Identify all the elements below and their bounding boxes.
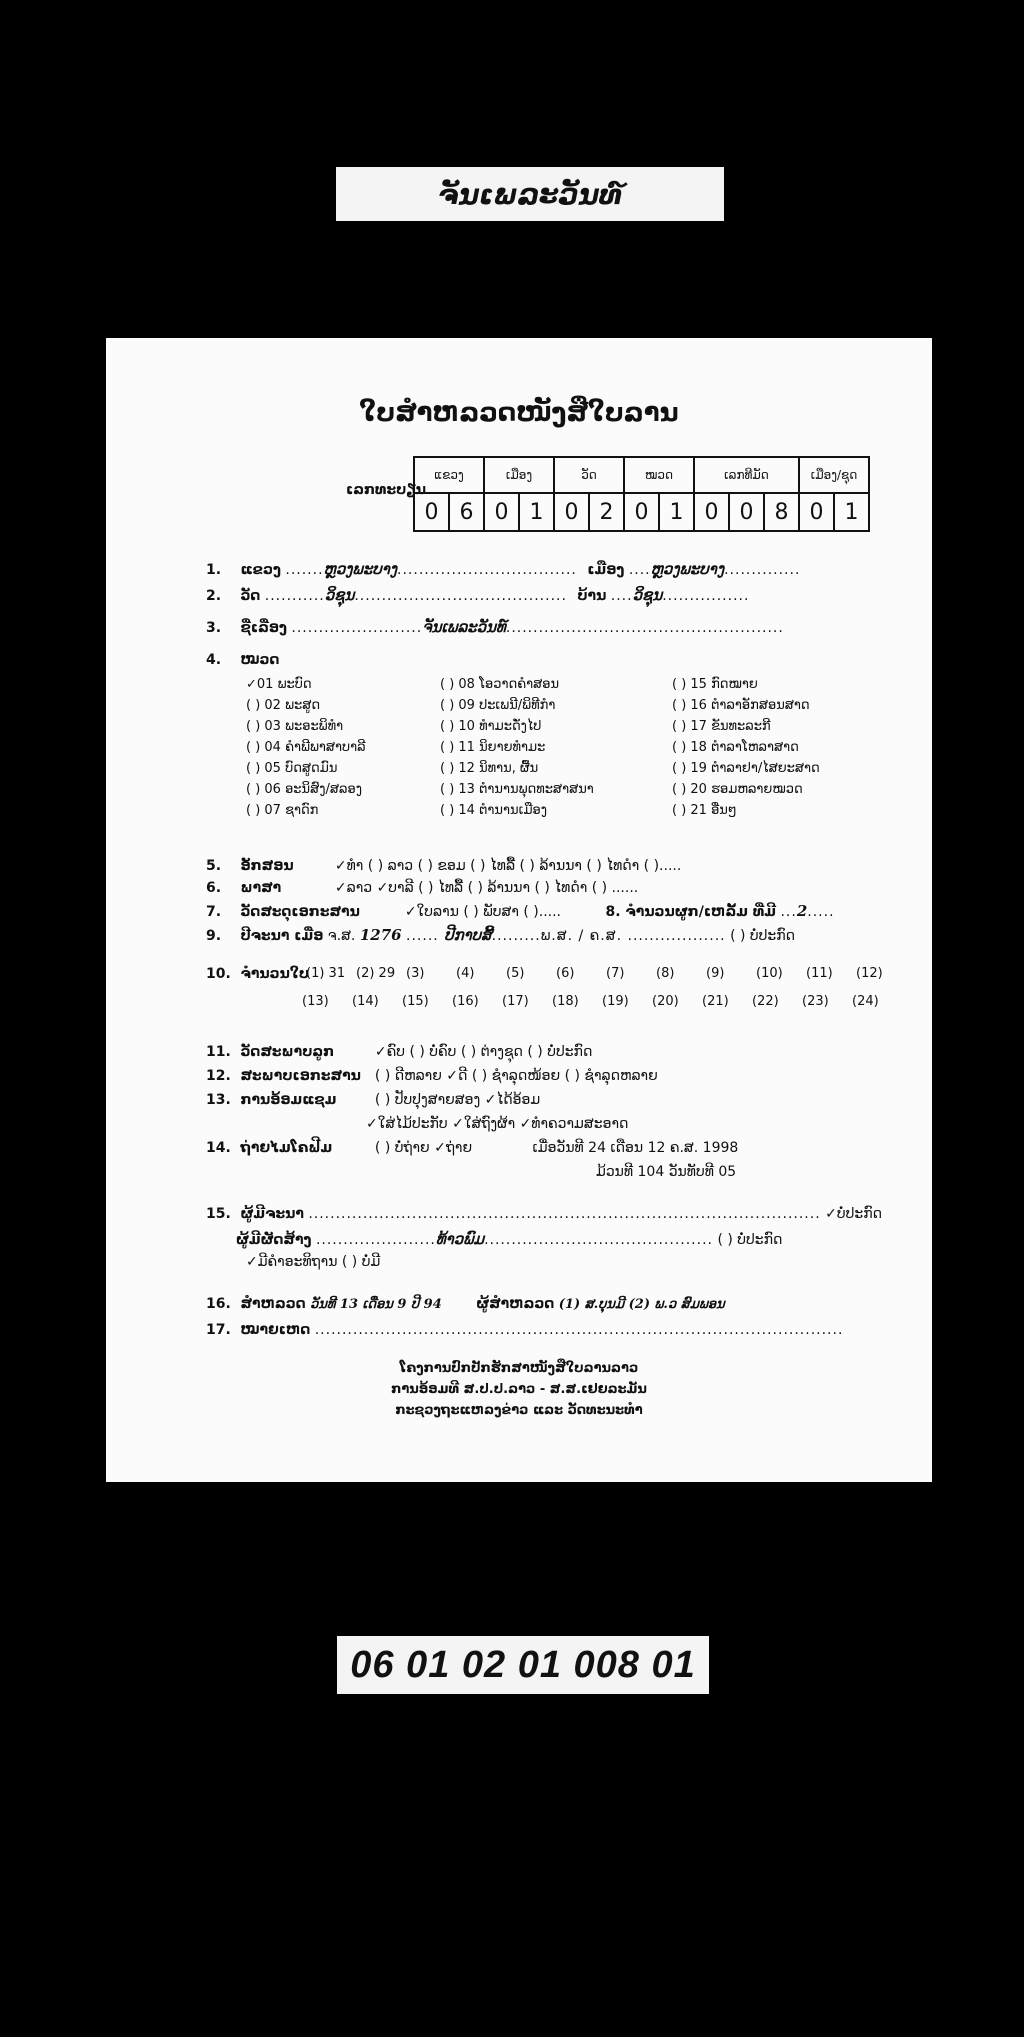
category-option[interactable]: ( ) 08 ໂອວາດຄຳສອນ [440, 677, 560, 692]
reg-digit: 0 [554, 493, 589, 531]
notes-label: ໝາຍເຫດ [240, 1322, 311, 1338]
material-label: ວັດສະດຸເອກະສານ [240, 904, 360, 920]
leaf-count: (21) [702, 994, 729, 1009]
field-number: 4. [206, 652, 222, 668]
year-value: 1276 [359, 926, 402, 944]
category-label: ໝວດ [240, 652, 280, 668]
completeness-options[interactable]: ✓ຄົບ ( ) ບໍ່ຄົບ ( ) ຕ່າງຊຸດ ( ) ບໍ່ປະກົດ [374, 1044, 593, 1060]
survey-label: ສຳຫລວດ [240, 1296, 306, 1312]
field-province-row: 1. ແຂວງ .......ຫຼວງພະບາງ................................. ເມືອງ ....ຫຼວງພະບາງ.............. [206, 560, 801, 578]
footer-line: ກະຊວງຖະແຫລງຂ່າວ ແລະ ວັດທະນະທຳ [395, 1403, 643, 1418]
completeness-label: ວັດສະພາບລູກ [240, 1044, 335, 1060]
preservation-options-2[interactable]: ✓ໃສ່ໄມ້ປະກັບ ✓ໃສ່ຖົງຜ້າ ✓ທຳຄວາມສະອາດ [366, 1116, 629, 1132]
sponsor-value: ທ້າວພົມ [435, 1230, 485, 1248]
form-title: ໃບສຳຫລວດໜັງສືໃບລານ [359, 398, 679, 428]
reg-digit: 6 [449, 493, 484, 531]
language-label: ພາສາ [240, 880, 282, 896]
microfilm-label: ຖ່າຍໄມໂຄຟີມ [240, 1140, 333, 1156]
category-option[interactable]: ( ) 12 ນິທານ, ຜື້ນ [440, 761, 539, 776]
field-condition-row [206, 1068, 658, 1084]
category-column-1 [246, 674, 366, 821]
category-option[interactable]: ( ) 19 ຕຳລາຢາ/ໄສຍະສາດ [672, 761, 820, 776]
category-option[interactable]: ( ) 10 ທຳມະດັ່ງໄປ [440, 719, 542, 734]
reg-header: ເມືອງ/ຊຸດ [799, 457, 869, 493]
leaf-count: (10) [756, 966, 783, 981]
sponsor-unknown-option[interactable]: ( ) ບໍ່ປະກົດ [717, 1232, 783, 1248]
leaves-label: ຈຳນວນໃບ [240, 966, 310, 982]
leaf-count: (23) [802, 994, 829, 1009]
reg-header: ວັດ [554, 457, 624, 493]
category-column-3 [672, 674, 820, 821]
field-number: 12. [206, 1068, 231, 1084]
reg-number-label: ເລກທະບຽນ [346, 482, 426, 498]
field-number: 10. [206, 966, 231, 982]
reg-digit: 2 [589, 493, 624, 531]
leaf-count: (3) [406, 966, 425, 981]
province-label: ແຂວງ [240, 562, 281, 578]
field-category-row [206, 652, 279, 668]
field-number: 11. [206, 1044, 231, 1060]
reg-number-table [413, 456, 870, 532]
leaf-count: (12) [856, 966, 883, 981]
field-number: 17. [206, 1322, 231, 1338]
leaf-count: (17) [502, 994, 529, 1009]
category-option[interactable]: ( ) 06 ອະນິສົງ/ສລອງ [246, 782, 362, 797]
reg-digit: 0 [799, 493, 834, 531]
surveyor-label: ຜູ້ສຳຫລວດ [476, 1296, 555, 1312]
district-label: ເມືອງ [587, 562, 625, 578]
temple-label: ວັດ [240, 588, 261, 604]
bundle-count-value: 2 [796, 902, 808, 920]
field-number: 7. [206, 904, 222, 920]
village-label: ບ້ານ [577, 588, 607, 604]
reg-digit: 0 [414, 493, 449, 531]
survey-date: ວັນທີ 13 ເດືອນ 9 ປີ 94 [310, 1297, 442, 1312]
footer-line: ການອ້ອມທີ ສ.ປ.ປ.ລາວ - ສ.ສ.ເຢຍລະມັນ [391, 1382, 647, 1397]
prayer-options[interactable]: ✓ມີຄຳອະທິຖານ ( ) ບໍ່ມີ [246, 1254, 381, 1270]
year-name-value: ປີກາບສີ້ [444, 926, 492, 944]
leaves-row-1 [306, 966, 906, 981]
story-value: ຈັນເພລະວັນທ໌ [422, 618, 506, 636]
field-number: 16. [206, 1296, 231, 1312]
field-date-row: 9. ປີຈະນາ ເມື່ອ ຈ.ສ. 1276 ...... ປີກາບສີ້.........ພ.ສ. / ຄ.ສ. .................. ( ) ບໍ່ປະກົດ [206, 926, 795, 944]
field-completeness-row [206, 1044, 592, 1060]
reg-header: ເມືອງ [484, 457, 554, 493]
reg-code-text: 06 01 02 01 008 01 [350, 1643, 696, 1686]
district-value: ຫຼວງພະບາງ [650, 560, 725, 578]
category-option[interactable]: ( ) 21 ອື່ນໆ [672, 803, 737, 818]
reg-code-card [337, 1636, 709, 1694]
written-date-label: ປີຈະນາ ເມື່ອ [240, 928, 324, 944]
author-label: ຜູ້ມີຈະນາ [240, 1206, 304, 1222]
reg-header: ເລກທີມັດ [694, 457, 799, 493]
surveyor-names: (1) ສ.ບຸນມີ (2) ພ.ວ ສົມພອນ [558, 1297, 725, 1312]
category-column-2 [440, 674, 594, 821]
category-option[interactable]: ( ) 13 ຕຳນານພຸດທະສາສນາ [440, 782, 594, 797]
field-microfilm-row [206, 1140, 738, 1156]
microfilm-reel: ມ້ວນທີ 104 ວັນທັບທີ 05 [596, 1164, 737, 1180]
leaf-count: (15) [402, 994, 429, 1009]
script-label: ອັກສອນ [240, 858, 294, 874]
condition-options[interactable]: ( ) ດີຫລາຍ ✓ດີ ( ) ຊຳລຸດໜ້ອຍ ( ) ຊຳລຸດຫລາຍ [374, 1068, 658, 1084]
category-option[interactable]: ( ) 18 ຕຳລາໂຫລາສາດ [672, 740, 799, 755]
form-footer [106, 1358, 932, 1421]
field-language-row [206, 880, 638, 896]
reg-digit: 0 [484, 493, 519, 531]
category-option[interactable]: ( ) 04 ຄຳພີພາສາບາລີ [246, 740, 366, 755]
reg-digit: 8 [764, 493, 799, 531]
field-number: 2. [206, 588, 222, 604]
reg-header: ໝວດ [624, 457, 694, 493]
microfilm-options[interactable]: ( ) ບໍ່ຖ່າຍ ✓ຖ່າຍ [374, 1140, 473, 1156]
field-number: 6. [206, 880, 222, 896]
field-sponsor-row: ຜູ້ມີຜັດສ້າງ ......................ທ້າວພົມ.......................................... ( ) ບໍ່ປະກົດ [236, 1230, 783, 1248]
reg-digit: 1 [659, 493, 694, 531]
field-material-row: 7. ວັດສະດຸເອກະສານ ✓ໃບລານ ( ) ພັບສາ ( )..... 8. ຈຳນວນຜູກ/ເຫລັ້ມ ທີ່ມີ ...2..... [206, 902, 835, 920]
footer-line: ໂຄງການປົກປັກຮັກສາໜັງສືໃບລານລາວ [399, 1361, 639, 1376]
category-option[interactable]: ( ) 17 ຂັນທະລະກີ [672, 719, 771, 734]
village-value: ວິຊຸນ [632, 586, 663, 604]
leaf-count: (20) [652, 994, 679, 1009]
leaf-count: (18) [552, 994, 579, 1009]
date-unknown-option[interactable]: ( ) ບໍ່ປະກົດ [730, 928, 795, 944]
field-temple-row: 2. ວັດ ...........ວິຊຸນ....................................... ບ້ານ ....ວິຊຸນ................ [206, 586, 750, 604]
category-option[interactable]: ( ) 11 ນິຍາຍທຳມະ [440, 740, 546, 755]
category-option[interactable]: ( ) 02 ພະສູດ [246, 698, 321, 713]
field-number: 5. [206, 858, 222, 874]
title-label-card [336, 167, 724, 221]
material-options[interactable]: ✓ໃບລານ ( ) ພັບສາ ( )..... [404, 904, 562, 920]
leaf-count: (2) 29 [356, 966, 396, 981]
leaf-count: (13) [302, 994, 329, 1009]
story-label: ຊື່ເລື່ອງ [240, 620, 287, 636]
field-preservation-row [206, 1092, 540, 1108]
leaf-count: (7) [606, 966, 625, 981]
province-value: ຫຼວງພະບາງ [323, 560, 398, 578]
reg-header: ແຂວງ [414, 457, 484, 493]
category-option[interactable]: ( ) 16 ຕຳລາອັກສອນສາດ [672, 698, 810, 713]
field-number: 14. [206, 1140, 231, 1156]
leaf-count: (16) [452, 994, 479, 1009]
field-script-row [206, 858, 681, 874]
leaf-count: (8) [656, 966, 675, 981]
leaf-count: (6) [556, 966, 575, 981]
preservation-options-1[interactable]: ( ) ປັບປຸງສາຍສອງ ✓ໄດ້ອ້ອມ [374, 1092, 541, 1108]
category-option[interactable]: ✓01 ພະບົດ [246, 677, 312, 692]
category-option[interactable]: ( ) 03 ພະອະພິທຳ [246, 719, 344, 734]
field-number: 15. [206, 1206, 231, 1222]
leaf-count: (1) 31 [306, 966, 346, 981]
category-option[interactable]: ( ) 05 ບົດສູດມົນ [246, 761, 338, 776]
reg-digit: 0 [624, 493, 659, 531]
reg-digit: 0 [729, 493, 764, 531]
era-label: ຈ.ສ. [327, 928, 356, 944]
temple-value: ວິຊຸນ [324, 586, 355, 604]
leaf-count: (14) [352, 994, 379, 1009]
script-options[interactable]: ✓ທຳ ( ) ລາວ ( ) ຂອມ ( ) ໄທລື້ ( ) ລ້ານນາ ( ) ໄທດຳ ( )..... [334, 858, 682, 874]
leaf-count: (19) [602, 994, 629, 1009]
leaf-count: (9) [706, 966, 725, 981]
leaf-count: (4) [456, 966, 475, 981]
category-option[interactable]: ( ) 20 ຮອມຫລາຍໝວດ [672, 782, 803, 797]
preservation-label: ການອ້ອມແຊມ [240, 1092, 337, 1108]
leaf-count: (22) [752, 994, 779, 1009]
leaf-count: (5) [506, 966, 525, 981]
reg-digit: 1 [519, 493, 554, 531]
leaves-row-2 [302, 994, 902, 1009]
field-notes-row: 17. ໝາຍເຫດ ................................................................................................. [206, 1322, 844, 1338]
category-option[interactable]: ( ) 07 ຊາດົກ [246, 803, 319, 818]
survey-form [106, 338, 932, 1482]
category-option[interactable]: ( ) 15 ກົດໝາຍ [672, 677, 758, 692]
bundle-count-label: 8. ຈຳນວນຜູກ/ເຫລັ້ມ ທີ່ມີ [605, 904, 777, 920]
leaf-count: (24) [852, 994, 879, 1009]
field-leaves-row [206, 966, 309, 982]
category-option[interactable]: ( ) 14 ຕຳນານເມືອງ [440, 803, 548, 818]
condition-label: ສະພາບເອກະສານ [240, 1068, 361, 1084]
author-unknown-option[interactable]: ✓ບໍ່ປະກົດ [825, 1206, 882, 1222]
field-number: 9. [206, 928, 222, 944]
field-story-row: 3. ຊື່ເລື່ອງ ........................ຈັນເພລະວັນທ໌................................................... [206, 618, 784, 636]
field-survey-row [206, 1296, 725, 1312]
field-number: 1. [206, 562, 222, 578]
reg-digit: 0 [694, 493, 729, 531]
microfilm-date: ເມື່ອວັນທີ 24 ເດືອນ 12 ຄ.ສ. 1998 [532, 1140, 739, 1156]
reg-digit: 1 [834, 493, 869, 531]
sponsor-label: ຜູ້ມີຜັດສ້າງ [236, 1232, 312, 1248]
leaf-count: (11) [806, 966, 833, 981]
category-option[interactable]: ( ) 09 ປະເພນີ/ພິທີກຳ [440, 698, 556, 713]
field-number: 3. [206, 620, 222, 636]
title-label-text: ຈັນເພລະວັນທ໌ [437, 177, 623, 211]
field-number: 13. [206, 1092, 231, 1108]
field-author-row: 15. ຜູ້ມີຈະນາ .............................................................................................. ✓ບໍ່ປະກົດ [206, 1206, 882, 1222]
language-options[interactable]: ✓ລາວ ✓ບາລີ ( ) ໄທລື້ ( ) ລ້ານນາ ( ) ໄທດຳ ( ) ...... [334, 880, 639, 896]
